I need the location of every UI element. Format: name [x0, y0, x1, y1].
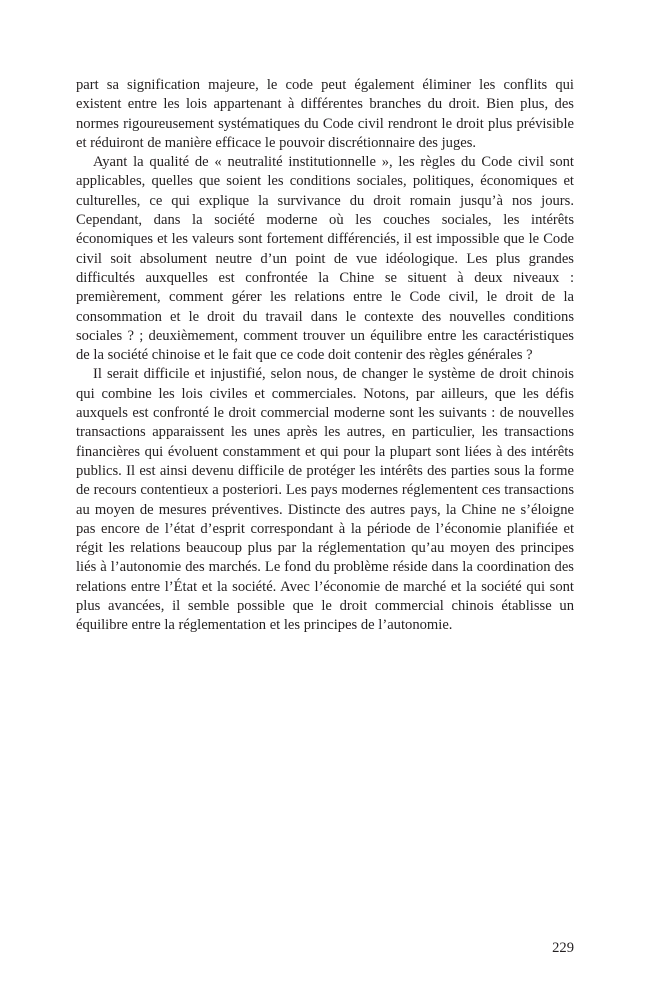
body-text: [76, 76, 574, 636]
page-number: 229: [552, 940, 574, 956]
paragraph-neutrality: Ayant la qualité de « neutralité institutionnelle », les règles du Code civil sont applicables, quelles que soient les conditions sociales, politiques, économiques et culturelles, ce qui explique la survivance du droit romain jusqu’à nos jours. Cependant, dans la société moderne où les couches sociales, les intérêts économiques et les valeurs sont fortement différenciés, il est impossible que le Code civil soit absolument neutre d’un point de vue idéologique. Les plus grandes difficultés auxquelles est confrontée la Chine se situent à deux niveaux : premièrement, comment gérer les relations entre le Code civil, le droit de la consommation et le droit du travail dans le contexte des nouvelles conditions sociales ? ; deuxièmement, comment trouver un équilibre entre les caractéristiques de la société chinoise et le fait que ce code doit contenir des règles générales ?: [76, 154, 574, 364]
paragraph-continued: part sa signification majeure, le code peut également éliminer les conflits qui existent entre les lois appartenant à différentes branches du droit. Bien plus, des normes rigoureusement systématiques du Code civil rendront le droit plus prévisible et réduiront de manière efficace le pouvoir discrétionnaire des juges.: [76, 77, 574, 151]
paragraph-commercial-law: Il serait difficile et injustifié, selon nous, de changer le système de droit chinois qui combine les lois civiles et commerciales. Notons, par ailleurs, que les défis auxquels est confronté le droit commercial moderne sont les suivants : de nouvelles transactions apparaissent les unes après les autres, en particulier, les transactions financières qui évoluent constamment et qui pour la plupart sont liées à des intérêts publics. Il est ainsi devenu difficile de protéger les intérêts des parties sous la forme de recours contentieux a posteriori. Les pays modernes réglementent ces transactions au moyen de mesures préventives. Distincte des autres pays, la Chine ne s’éloigne pas encore de l’état d’esprit correspondant à la période de l’économie planifiée et régit les relations beaucoup plus par la réglementation qu’au moyen des principes liés à l’autonomie des marchés. Le fond du problème réside dans la coordination des relations entre l’État et la société. Avec l’économie de marché et la société qui sont plus avancées, il semble possible que le droit commercial chinois établisse un équilibre entre la réglementation et les principes de l’autonomie.: [76, 366, 574, 634]
